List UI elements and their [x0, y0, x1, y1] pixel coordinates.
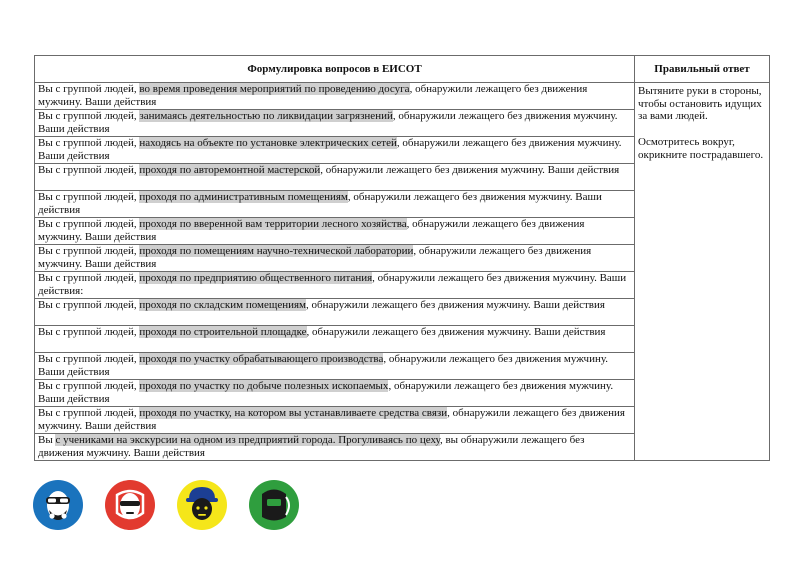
hard-hat-sign-icon: [174, 477, 230, 533]
question-highlight: проходя по участку обрабатывающего производства: [139, 353, 384, 365]
question-suffix: , обнаружили лежащего без движения мужчину. Ваши действия: [306, 299, 605, 311]
table-header-row: [35, 56, 770, 83]
question-highlight: проходя по строительной площадке: [139, 326, 307, 338]
question-cell: [35, 326, 635, 353]
question-cell: [35, 245, 635, 272]
question-prefix: Вы: [38, 434, 56, 446]
question-suffix: , обнаружили лежащего без движения мужчину. Ваши действия: [306, 326, 606, 338]
question-highlight: находясь на объекте по установке электрических сетей: [139, 137, 397, 149]
question-suffix: , обнаружили лежащего без движения мужчину. Ваши действия: [38, 191, 602, 216]
question-prefix: Вы с группой людей,: [38, 164, 140, 176]
question-cell: [35, 353, 635, 380]
question-highlight: проходя по административным помещениям: [139, 191, 348, 203]
answer-cell: [635, 83, 770, 461]
questions-table: [34, 55, 770, 461]
question-highlight: проходя по помещениям научно-технической лаборатории: [139, 245, 414, 257]
question-cell: [35, 299, 635, 326]
question-suffix: , обнаружили лежащего без движения мужчину. Ваши действия: [320, 164, 620, 176]
question-suffix: , обнаружили лежащего без движения мужчину. Ваши действия: [38, 380, 614, 405]
question-suffix: , обнаружили лежащего без движения мужчину. Ваши действия: [38, 110, 618, 135]
question-suffix: , обнаружили лежащего без движения мужчину. Ваши действия:: [38, 272, 627, 297]
question-cell: [35, 272, 635, 299]
question-cell: [35, 110, 635, 137]
question-cell: [35, 407, 635, 434]
question-highlight: проходя по участку, на котором вы устанавливаете средства связи: [139, 407, 448, 419]
question-prefix: Вы с группой людей,: [38, 272, 140, 284]
table-row: [35, 83, 770, 110]
question-prefix: Вы с группой людей,: [38, 326, 140, 338]
question-suffix: , обнаружили лежащего без движения мужчину. Ваши действия: [38, 137, 622, 162]
question-suffix: , обнаружили лежащего без движения мужчину. Ваши действия: [38, 83, 588, 108]
question-prefix: Вы с группой людей,: [38, 353, 140, 365]
welding-shield-sign-icon: [246, 477, 302, 533]
question-suffix: , вы обнаружили лежащего без движения мужчину. Ваши действия: [38, 434, 585, 459]
answer-step-2: Осмотритесь вокруг, окрикните пострадавшего.: [638, 135, 764, 161]
question-highlight: проходя по складским помещениям: [139, 299, 307, 311]
question-cell: [35, 164, 635, 191]
question-highlight: проходя по участку по добыче полезных ископаемых: [139, 380, 389, 392]
question-cell: [35, 137, 635, 164]
answer-column-header: Правильный ответ: [635, 56, 770, 83]
question-prefix: Вы с группой людей,: [38, 83, 140, 95]
question-cell: [35, 218, 635, 245]
question-suffix: , обнаружили лежащего без движения мужчину. Ваши действия: [38, 245, 592, 270]
face-shield-sign-icon: [102, 477, 158, 533]
question-suffix: , обнаружили лежащего без движения мужчину. Ваши действия: [38, 353, 609, 378]
question-prefix: Вы с группой людей,: [38, 380, 140, 392]
question-cell: [35, 191, 635, 218]
question-prefix: Вы с группой людей,: [38, 191, 140, 203]
question-cell: [35, 380, 635, 407]
question-highlight: во время проведения мероприятий по проведению досуга: [139, 83, 410, 95]
respirator-goggles-sign-icon: [30, 477, 86, 533]
question-suffix: , обнаружили лежащего без движения мужчину. Ваши действия: [38, 218, 585, 243]
question-cell: [35, 83, 635, 110]
question-highlight: с учениками на экскурсии на одном из предприятий города. Прогуливаясь по цеху: [55, 434, 440, 446]
question-prefix: Вы с группой людей,: [38, 110, 140, 122]
question-column-header: Формулировка вопросов в ЕИСОТ: [35, 56, 635, 83]
question-highlight: проходя по предприятию общественного питания: [139, 272, 373, 284]
question-prefix: Вы с группой людей,: [38, 299, 140, 311]
question-prefix: Вы с группой людей,: [38, 137, 140, 149]
question-prefix: Вы с группой людей,: [38, 245, 140, 257]
question-prefix: Вы с группой людей,: [38, 407, 140, 419]
question-cell: [35, 434, 635, 461]
question-prefix: Вы с группой людей,: [38, 218, 140, 230]
question-highlight: занимаясь деятельностью по ликвидации загрязнений: [139, 110, 393, 122]
answer-step-1: Вытяните руки в стороны, чтобы остановить идущих за вами людей.: [638, 85, 762, 123]
question-highlight: проходя по авторемонтной мастерской: [139, 164, 321, 176]
question-highlight: проходя по вверенной вам территории лесного хозяйства: [139, 218, 407, 230]
question-suffix: , обнаружили лежащего без движения мужчину. Ваши действия: [38, 407, 625, 432]
